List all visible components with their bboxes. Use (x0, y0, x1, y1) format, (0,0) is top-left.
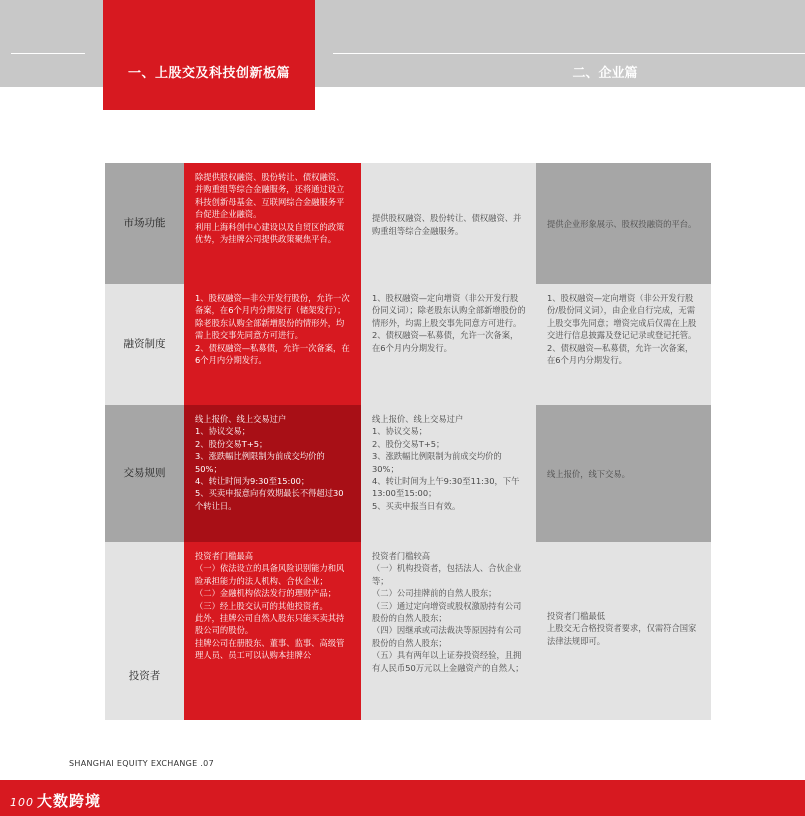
cell-text: 2、债权融资—私募债，允许一次备案，在6个月内分期发行。 (547, 342, 694, 366)
cell-text: 此外，挂牌公司自然人股东只能买卖其持股公司的股份。 (195, 613, 345, 636)
cell-text: 3、涨跌幅比例限制为前成交均价的50%； (195, 451, 325, 474)
brand-logo (10, 790, 101, 811)
cell-text: 2、股份交易T+5； (195, 438, 268, 449)
cell-text: 1、协议交易； (195, 426, 251, 437)
logo-text: 大数跨境 (37, 792, 102, 810)
cell-text: 4、转让时间为9:30至15:00； (195, 476, 310, 487)
row-label: 投资者 (105, 542, 184, 720)
cell-text: （五）具有两年以上证券投资经验，且拥有人民币50万元以上金融资产的自然人； (372, 650, 524, 673)
cell-text: 1、股权融资—非公开发行股份，允许一次备案，在6个月内分期发行（储架发行）；除老股东认购全部新增股份的情形外，均需上股交事先同意方可进行。 (195, 293, 350, 341)
cell-text: （一）机构投资者，包括法人、合伙企业等； (372, 563, 522, 586)
cell-enterprise (536, 542, 711, 720)
cell-text: 除提供股权融资、股份转让、债权融资、并购重组等综合金融服务，还将通过设立科技创新母基金、互联网综合金融服务平台促进企业融资。 (195, 172, 345, 220)
cell-text: 线上报价、线上交易过户 (372, 414, 464, 424)
cell-text: 投资者门槛较高 (372, 551, 431, 561)
cell-sse (184, 405, 361, 542)
cell-sse (184, 284, 361, 405)
cell-enterprise (536, 163, 711, 284)
cell-text: （二）金融机构依法发行的理财产品； (195, 588, 337, 599)
cell-text: 线上报价、线上交易过户 (195, 414, 287, 424)
cell-sse (184, 542, 361, 720)
cell-text: （一）依法设立的具备风险识别能力和风险承担能力的法人机构、合伙企业； (195, 563, 345, 586)
cell-neeq (361, 405, 536, 542)
cell-text: 1、协议交易； (372, 426, 428, 437)
logo-number: 100 (10, 796, 34, 809)
table-row (105, 405, 711, 542)
cell-text: 5、买卖申报意向有效期最长不得超过30个转让日。 (195, 488, 344, 511)
cell-sse (184, 163, 361, 284)
cell-text: 2、债权融资—私募债，允许一次备案，在6个月内分期发行。 (195, 342, 350, 366)
cell-text: 1、股权融资—定向增资（非公开发行股份/股份同义词），由企业自行完成，无需上股交事先同意；增资完成后仅需在上股交进行信息披露及登记记录或登记托管。 (547, 293, 697, 341)
table-row (105, 542, 711, 720)
cell-text: （四）因继承或司法裁决等原因持有公司股份的自然人股东； (372, 625, 522, 648)
cell-text: 投资者门槛最低 (547, 611, 606, 621)
cell-text: 2、股份交易T+5； (372, 438, 445, 449)
cell-enterprise (536, 405, 711, 542)
cell-text: 5、买卖申报当日有效。 (372, 500, 461, 511)
bottom-banner (0, 780, 805, 816)
cell-enterprise (536, 284, 711, 405)
divider-left (11, 53, 85, 54)
tab-section-one[interactable] (103, 0, 315, 110)
tab-section-one-label: 一、上股交及科技创新板篇 (127, 66, 290, 81)
cell-text: （三）经上股交认可的其他投资者。 (195, 600, 328, 611)
table-row (105, 163, 711, 284)
cell-text: 线上报价，线下交易。 (547, 469, 630, 480)
cell-text: （二）公司挂牌前的自然人股东； (372, 588, 497, 599)
cell-neeq (361, 284, 536, 405)
cell-neeq (361, 163, 536, 284)
cell-text: 挂牌公司在册股东、董事、监事、高级管理人员、员工可以认购本挂牌公 (195, 637, 345, 661)
cell-neeq (361, 542, 536, 720)
row-label: 融资制度 (105, 284, 184, 405)
cell-text: 投资者门槛最高 (195, 551, 254, 561)
tab-section-two[interactable]: 二、企业篇 (572, 66, 638, 81)
cell-text: 1、股权融资—定向增资（非公开发行股份同义词）；除老股东认购全部新增股份的情形外，均需上股交事先同意方可进行。 (372, 293, 526, 328)
table-row (105, 284, 711, 405)
footer-page-label: SHANGHAI EQUITY EXCHANGE .07 (69, 759, 214, 768)
cell-text: 上股交无合格投资者要求，仅需符合国家法律法规即可。 (547, 623, 697, 646)
cell-text: 2、债权融资—私募债，允许一次备案，在6个月内分期发行。 (372, 330, 519, 353)
divider-right (333, 53, 805, 54)
cell-text: 利用上海科创中心建设以及自贸区的政策优势，为挂牌公司提供政策聚焦平台。 (195, 221, 345, 245)
cell-text: 提供股权融资、股份转让、债权融资、并购重组等综合金融服务。 (372, 213, 522, 236)
cell-text: 4、转让时间为上午9:30至11:30，下午13:00至15:00； (372, 476, 520, 499)
cell-text: （三）通过定向增资或股权激励持有公司股份的自然人股东； (372, 600, 522, 624)
row-label: 市场功能 (105, 163, 184, 284)
row-label: 交易规则 (105, 405, 184, 542)
comparison-table (105, 163, 711, 720)
cell-text: 3、涨跌幅比例限制为前成交均价的30%； (372, 451, 502, 474)
cell-text: 提供企业形象展示、股权投融资的平台。 (547, 219, 697, 230)
